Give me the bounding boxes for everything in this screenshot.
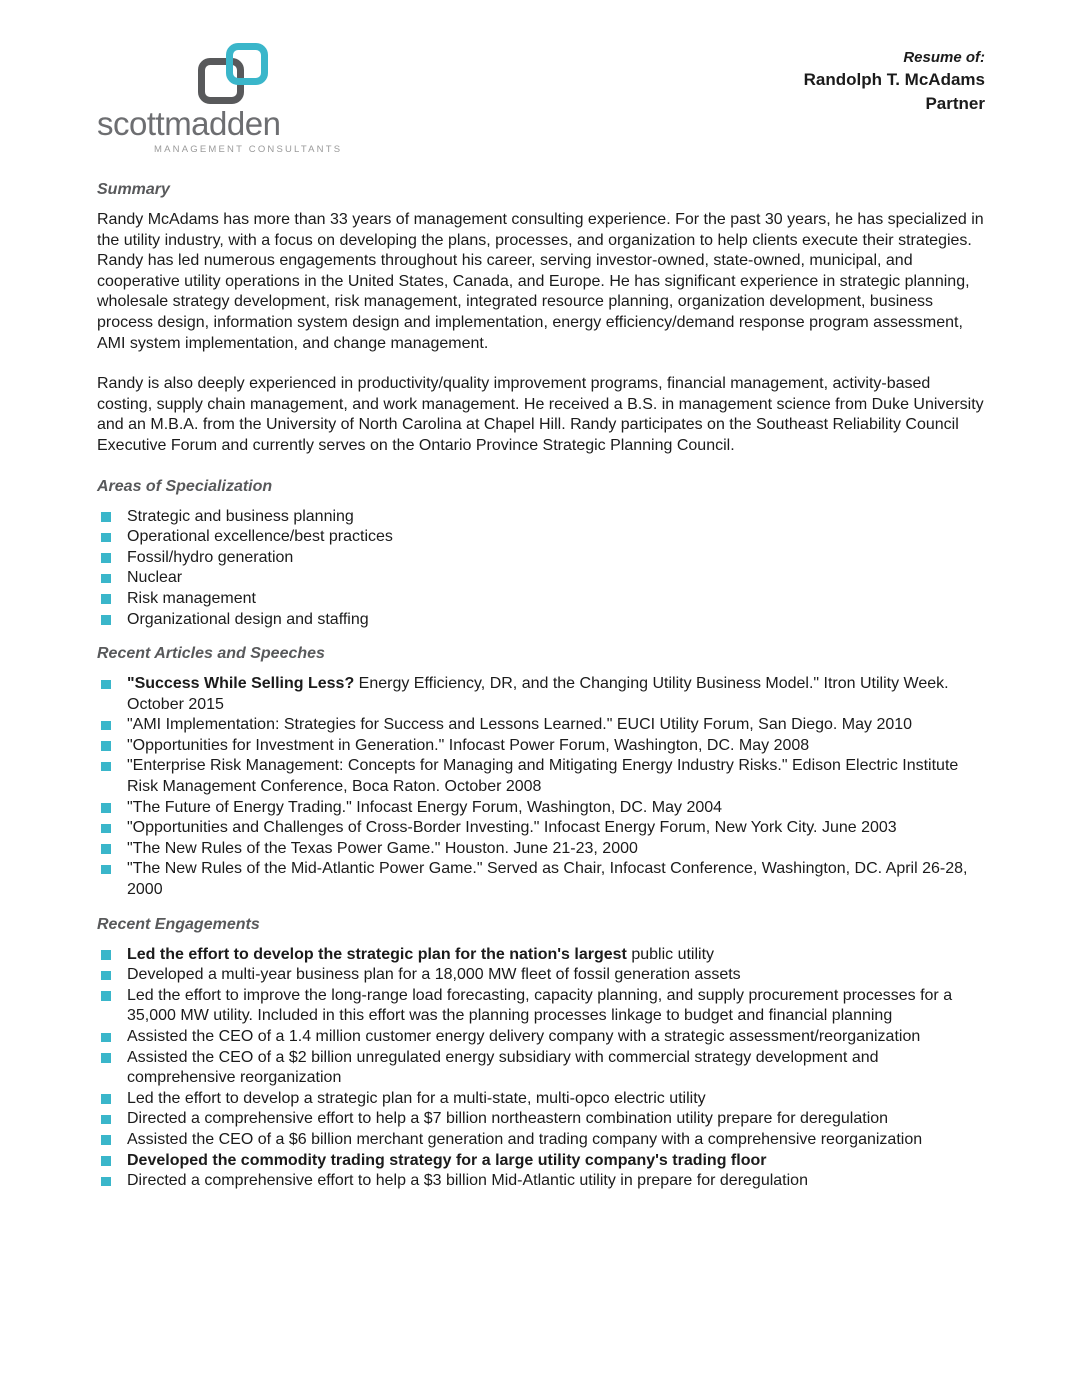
summary-paragraph-2: Randy is also deeply experienced in productivity/quality improvement programs, financial management, activity-based costing, supply chain management, and work management. He received a B.S. in management science from Duke University and an M.B.A. from the University of North Carolina at Chapel Hill. Randy participates on the Southeast Reliability Council Executive Forum and currently serves on the Ontario Province Strategic Planning Council.	[97, 375, 984, 454]
logo-tagline: MANAGEMENT CONSULTANTS	[154, 144, 343, 155]
list-item: Nuclear	[97, 568, 985, 589]
list-item: Assisted the CEO of a $6 billion merchant generation and trading company with a comprehensive reorganization	[97, 1130, 985, 1151]
logo-wordmark: scottmadden	[97, 105, 281, 142]
list-item: Assisted the CEO of a $2 billion unregulated energy subsidiary with commercial strategy development and comprehensive reorganization	[97, 1048, 985, 1089]
bullet-square-icon	[101, 1135, 111, 1145]
list-item: Operational excellence/best practices	[97, 527, 985, 548]
list-item: "Opportunities and Challenges of Cross-Border Investing." Infocast Energy Forum, New York City. June 2003	[97, 818, 985, 839]
bullet-square-icon	[101, 680, 111, 690]
resume-of-block	[804, 45, 985, 116]
bullet-square-icon	[101, 574, 111, 584]
bullet-square-icon	[101, 615, 111, 625]
list-item: "The Future of Energy Trading." Infocast Energy Forum, Washington, DC. May 2004	[97, 798, 985, 819]
list-item: "The New Rules of the Texas Power Game." Houston. June 21-23, 2000	[97, 839, 985, 860]
bullet-square-icon	[101, 1053, 111, 1063]
section-heading-specialization: Areas of Specialization	[97, 477, 273, 495]
logo-teal-square-icon	[226, 43, 268, 85]
bullet-square-icon	[101, 721, 111, 731]
articles-list	[97, 674, 985, 901]
list-item: "Success While Selling Less? Energy Efficiency, DR, and the Changing Utility Business Model." Itron Utility Week. October 2015	[97, 674, 985, 715]
section-heading-engagements: Recent Engagements	[97, 915, 260, 933]
resume-of-label: Resume of:	[903, 49, 985, 66]
bullet-square-icon	[101, 991, 111, 1001]
bullet-square-icon	[101, 865, 111, 875]
bullet-square-icon	[101, 553, 111, 563]
bullet-square-icon	[101, 512, 111, 522]
bullet-square-icon	[101, 1033, 111, 1043]
list-item: Led the effort to improve the long-range load forecasting, capacity planning, and supply procurement processes for a 35,000 MW utility. Included in this effort was the planning processes linkage to budget and financial planning	[97, 986, 985, 1027]
section-heading-summary: Summary	[97, 181, 170, 198]
bullet-square-icon	[101, 1177, 111, 1187]
scottmadden-logo-mark-icon	[145, 45, 315, 107]
list-item: Organizational design and staffing	[97, 610, 985, 631]
list-item: "The New Rules of the Mid-Atlantic Power Game." Served as Chair, Infocast Conference, Washington, DC. April 26-28, 2000	[97, 859, 985, 900]
list-item: Led the effort to develop the strategic plan for the nation's largest public utility	[97, 945, 985, 966]
list-item: Directed a comprehensive effort to help a $7 billion northeastern combination utility prepare for deregulation	[97, 1109, 985, 1130]
bullet-square-icon	[101, 594, 111, 604]
list-item: Assisted the CEO of a 1.4 million customer energy delivery company with a strategic assessment/reorganization	[97, 1027, 985, 1048]
bullet-square-icon	[101, 844, 111, 854]
engagements-list	[97, 945, 985, 1192]
person-name: Randolph T. McAdams	[803, 70, 985, 89]
bullet-square-icon	[101, 971, 111, 981]
summary-paragraph-1: Randy McAdams has more than 33 years of management consulting experience. For the past 30 years, he has specialized in the utility industry, with a focus on developing the plans, processes, and organization to help clients execute their strategies. Randy has led numerous engagements throughout his career, serving investor-owned, state-owned, municipal, and cooperative utility operations in the United States, Canada, and Europe. He has significant experience in strategic planning, wholesale strategy development, risk management, integrated resource planning, organization development, business process design, information system design and implementation, energy efficiency/demand response program assessment, AMI system implementation, and change management.	[97, 211, 984, 352]
list-item: "Opportunities for Investment in Generation." Infocast Power Forum, Washington, DC. May 2008	[97, 736, 985, 757]
list-item: Fossil/hydro generation	[97, 548, 985, 569]
section-heading-articles: Recent Articles and Speeches	[97, 645, 325, 663]
list-item: Led the effort to develop a strategic plan for a multi-state, multi-opco electric utility	[97, 1089, 985, 1110]
bullet-square-icon	[101, 1156, 111, 1166]
bullet-square-icon	[101, 1115, 111, 1125]
scottmadden-logo	[97, 45, 342, 155]
bullet-square-icon	[101, 533, 111, 543]
specialization-list	[97, 507, 985, 631]
document-header	[97, 45, 985, 155]
bullet-square-icon	[101, 824, 111, 834]
bullet-square-icon	[101, 950, 111, 960]
bullet-square-icon	[101, 741, 111, 751]
bullet-square-icon	[101, 803, 111, 813]
bullet-square-icon	[101, 762, 111, 772]
list-item: Directed a comprehensive effort to help a $3 billion Mid-Atlantic utility in prepare for deregulation	[97, 1171, 985, 1192]
list-item: "Enterprise Risk Management: Concepts for Managing and Mitigating Energy Industry Risks." Edison Electric Institute Risk Management Conference, Boca Raton. October 2008	[97, 756, 985, 797]
list-item: Strategic and business planning	[97, 507, 985, 528]
bullet-square-icon	[101, 1094, 111, 1104]
person-title: Partner	[925, 94, 985, 113]
list-item: Developed the commodity trading strategy for a large utility company's trading floor	[97, 1151, 985, 1172]
list-item: Risk management	[97, 589, 985, 610]
list-item: Developed a multi-year business plan for a 18,000 MW fleet of fossil generation assets	[97, 965, 985, 986]
list-item: "AMI Implementation: Strategies for Success and Lessons Learned." EUCI Utility Forum, San Diego. May 2010	[97, 715, 985, 736]
